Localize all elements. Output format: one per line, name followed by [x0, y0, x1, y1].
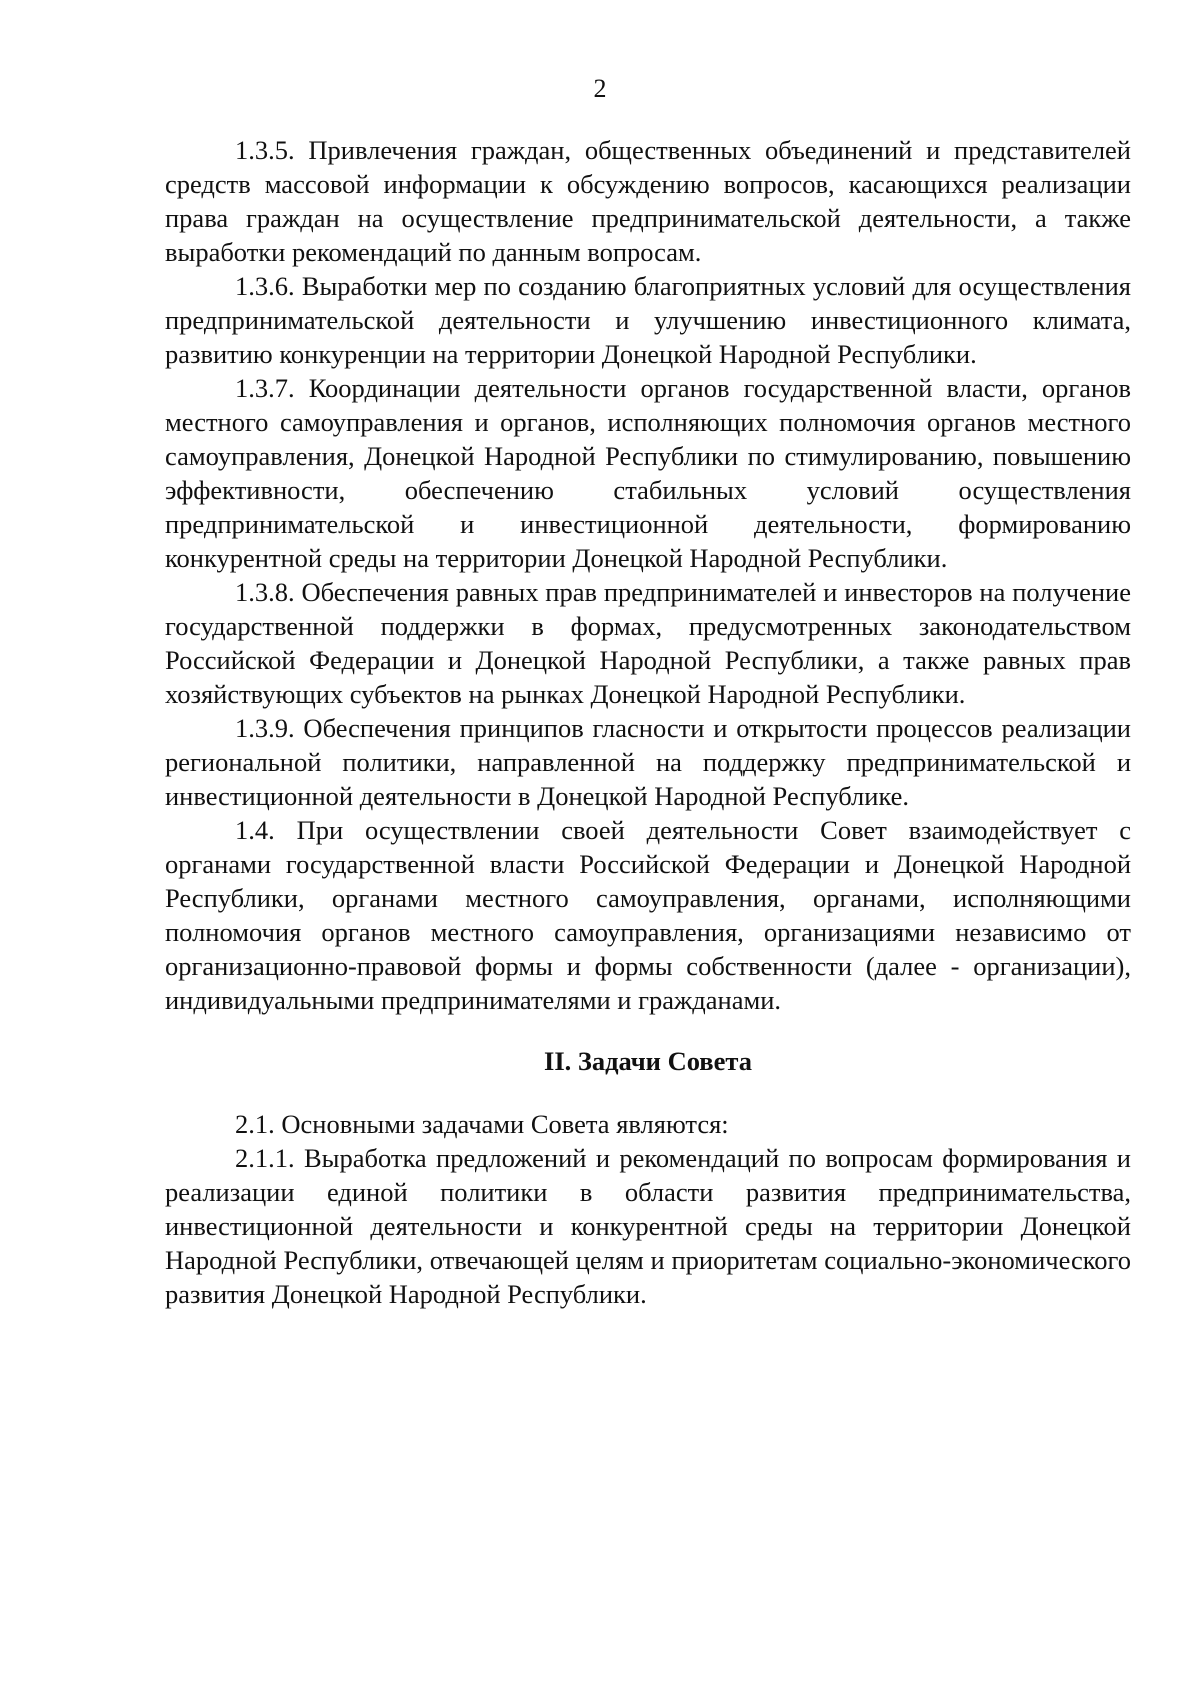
paragraph-1-3-7: 1.3.7. Координации деятельности органов государственной власти, органов местного самоуправления и органов, исполняющих полномочия органов местного самоуправления, Донецкой Народной Республики по стимулированию, повышению эффективности, обеспечению стабильных условий осуществления предпринимательской и инвестиционной деятельности, формированию конкурентной среды на территории Донецкой Народной Республики. [165, 373, 1131, 573]
paragraph-1-3-6: 1.3.6. Выработки мер по созданию благоприятных условий для осуществления предпринимательской деятельности и улучшению инвестиционного климата, развитию конкуренции на территории Донецкой Народной Республики. [165, 271, 1131, 369]
page-number: 2 [593, 74, 607, 103]
document-body [165, 133, 1131, 1311]
paragraph-1-3-9: 1.3.9. Обеспечения принципов гласности и открытости процессов реализации региональной политики, направленной на поддержку предпринимательской и инвестиционной деятельности в Донецкой Народной Республике. [165, 713, 1131, 811]
paragraph-1-4: 1.4. При осуществлении своей деятельности Совет взаимодействует с органами государственной власти Российской Федерации и Донецкой Народной Республики, органами местного самоуправления, органами, исполняющими полномочия органов местного самоуправления, организациями независимо от организационно-правовой формы и формы собственности (далее - организации), индивидуальными предпринимателями и гражданами. [165, 815, 1131, 1015]
paragraph-2-1: 2.1. Основными задачами Совета являются: [235, 1109, 729, 1139]
paragraph-2-1-1: 2.1.1. Выработка предложений и рекомендаций по вопросам формирования и реализации единой политики в области развития предпринимательства, инвестиционной деятельности и конкурентной среды на территории Донецкой Народной Республики, отвечающей целям и приоритетам социально-экономического развития Донецкой Народной Республики. [165, 1143, 1131, 1309]
paragraph-1-3-8: 1.3.8. Обеспечения равных прав предпринимателей и инвесторов на получение государственной поддержки в формах, предусмотренных законодательством Российской Федерации и Донецкой Народной Республики, а также равных прав хозяйствующих субъектов на рынках Донецкой Народной Республики. [165, 577, 1131, 709]
section-heading: II. Задачи Совета [544, 1046, 752, 1076]
paragraph-1-3-5: 1.3.5. Привлечения граждан, общественных объединений и представителей средств массовой информации к обсуждению вопросов, касающихся реализации права граждан на осуществление предпринимательской деятельности, а также выработки рекомендаций по данным вопросам. [165, 135, 1131, 267]
